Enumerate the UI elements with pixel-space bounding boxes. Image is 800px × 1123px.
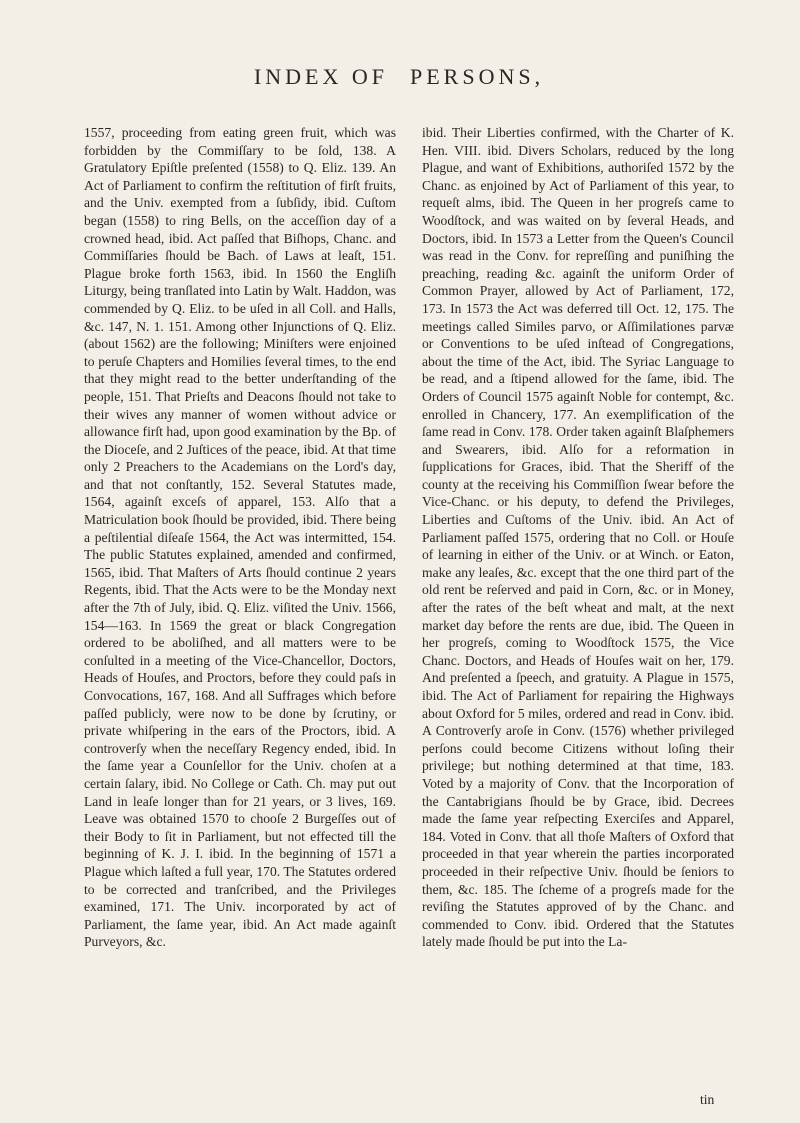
right-column-text: ibid. Their Liberties confirmed, with the Charter of K. Hen. VIII. ibid. Divers Scholars, reduced by the long Plague, and want of Exhibitions, authoriſed 1572 by the Chanc. as enjoined by Act of Parliament of this year, to requeſt alms, ibid. The Queen in her progreſs came to Woodſtock, and was waited on by ſeveral Heads, and Doctors, ibid. In 1573 a Letter from the Queen's Council was read in the Conv. for repreſſing and puniſhing the preaching, reading &c. againſt the uniform Order of Common Prayer, allowed by Act of Parliament, 172, 173. In 1573 the Act was deferred till Oct. 12, 175. The meetings called Similes parvo, or Aſſimilationes parvæ or Conventions to be uſed inſtead of Congregations, about the time of the Act, ibid. The Syriac Language to be read, and a ſtipend allowed for the ſame, ibid. The Orders of Council 1575 againſt Noble for contempt, &c. enrolled in Chancery, 177. An exemplification of the ſame read in Conv. 178. Order taken againſt Blaſphemers and Swearers, ibid. Alſo for a reformation in ſupplications for Graces, ibid. That the Sheriff of the county at the receiving his Commiſſion ſwear before the Vice-Chanc. or his deputy, to defend the Privileges, Liberties and Cuſtoms of the Univ. ibid. An Act of Parliament paſſed 1575, ordering that no Coll. or Houſe of learning in either of the Univ. or at Winch. or Eaton, make any leaſes, &c. except that the one third part of the old rent be reſerved and paid in Corn, &c. or in Money, after the rates of the beſt wheat and malt, at the next market day before the rents are due, ibid. The Queen in her progreſs, coming to Woodſtock 1575, the Vice Chanc. Doctors, and Heads of Houſes wait on her, 179. And preſented a ſpeech, and gratuity. A Plague in 1575, ibid. The Act of Parliament for repairing the Highways about Oxford for 5 miles, ordered and read in Conv. ibid. A Controverſy aroſe in Conv. (1576) whether privileged perſons could become Citizens without loſing their privilege; but nothing determined at that time, 183. Voted by a majority of Conv. that the Incorporation of the Cantabrigians ſhould be by Grace, ibid. Decrees made the ſame year reſpecting Exerciſes and Apparel, 184. Voted in Conv. that all thoſe Maſters of Oxford that proceeded in that year wherein the parties incorporated proceeded in their reſpective Univ. ſhould be ſeniors to them, &c. 185. The ſcheme of a progreſs made for the reviſing the Statutes approved of by the Chanc. and commended to Conv. ibid. Ordered that the Statutes lately made ſhould be put into the La- [422, 125, 734, 950]
header-index-of: INDEX OF [253, 64, 388, 89]
running-header [0, 64, 800, 94]
catchword: tin [700, 1092, 715, 1107]
left-column-text: 1557, proceeding from eating green fruit, which was forbidden by the Commiſſary to be ſold, 138. A Gratulatory Epiſtle preſented (1558) to Q. Eliz. 139. An Act of Parliament to confirm the reſtitution of firſt fruits, and the Univ. exempted from a ſubſidy, ibid. Cuſtom began (1558) to ring Bells, on the acceſſion day of a crowned head, ibid. Act paſſed that Biſhops, Chanc. and Commiſſaries ſhould be Bach. of Laws at leaſt, 151. Plague broke forth 1563, ibid. In 1560 the Engliſh Liturgy, being tranſlated into Latin by Walt. Haddon, was commended by Q. Eliz. to be uſed in all Coll. and Halls, &c. 147, N. 1. 151. Among other Injunctions of Q. Eliz. (about 1562) are the following; Miniſters were enjoined to peruſe Chapters and Homilies ſeveral times, to the end that they might read to the better underſtanding of the people, 151. That Prieſts and Deacons ſhould not take to their wives any manner of women without advice or allowance firſt had, upon good examination by the Bp. of the Dioceſe, and 2 Juſtices of the peace, ibid. At that time only 2 Preachers to the Academians on the Lord's day, and that not conſtantly, 152. Several Statutes made, 1564, againſt exceſs of apparel, 153. Alſo that a Matriculation book ſhould be provided, ibid. There being a peſtilential diſeaſe 1564, the Act was intermitted, 154. The public Statutes explained, amended and confirmed, 1565, ibid. That Maſters of Arts ſhould continue 2 years Regents, ibid. That the Acts were to be the Monday next after the 7th of July, ibid. Q. Eliz. viſited the Univ. 1566, 154—163. In 1569 the great or black Congregation ordered to be aboliſhed, and all matters were to be conſulted in a meeting of the Vice-Chancellor, Doctors, Heads of Houſes, and Proctors, before they could paſs in Convocations, 167, 168. And all Suffrages which before paſſed publicly, were now to be done by ſcrutiny, or private whiſpering in the ears of the Proctors, ibid. A controverſy when the neceſſary Regency ended, ibid. In the ſame year a Counſellor for the Univ. choſen at a certain ſalary, ibid. No College or Cath. Ch. may put out Land in leaſe longer than for 21 years, or 3 lives, 169. Leave was obtained 1570 to chooſe 2 Burgeſſes out of their Body to ſit in Parliament, but not effected till the beginning of K. J. I. ibid. In the beginning of 1571 a Plague which laſted a full year, 170. The Statutes ordered to be corrected and tranſcribed, and the Privileges examined, 171. The Univ. incorporated by act of Parliament, the ſame year, ibid. An Act made againſt Purveyors, &c. [84, 125, 396, 950]
header-persons: PERSONS, [410, 64, 545, 89]
left-column [84, 124, 396, 1114]
right-column [422, 124, 734, 1114]
